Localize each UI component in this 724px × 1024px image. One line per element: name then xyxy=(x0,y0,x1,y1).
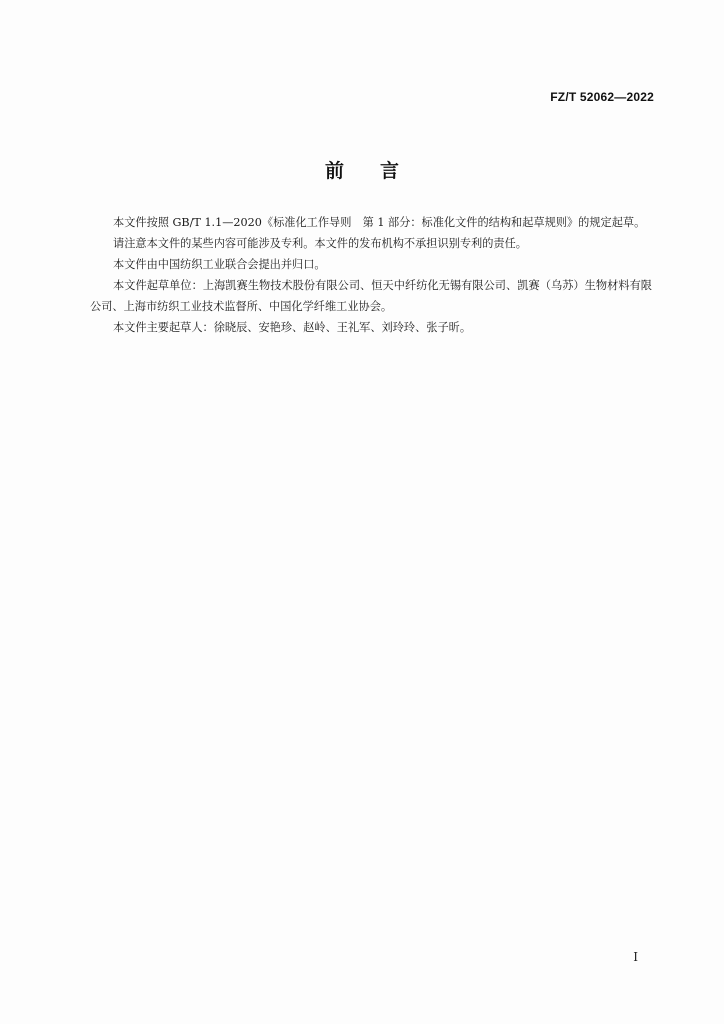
standard-number: FZ/T 52062—2022 xyxy=(550,90,654,104)
paragraph-drafters: 本文件主要起草人：徐晓辰、安艳珍、赵岭、王礼军、刘玲玲、张子昕。 xyxy=(113,321,472,334)
foreword-body xyxy=(90,212,652,338)
page-number: I xyxy=(633,950,638,964)
paragraph-patent-notice: 请注意本文件的某些内容可能涉及专利。本文件的发布机构不承担识别专利的责任。 xyxy=(113,237,527,250)
page-title: 前言 xyxy=(324,160,435,182)
paragraph-drafting-rules: 本文件按照 GB/T 1.1—2020《标准化工作导则 第 1 部分：标准化文件的结构和起草规则》的规定起草。 xyxy=(113,216,646,229)
paragraph-drafting-units: 本文件起草单位：上海凯赛生物技术股份有限公司、恒天中纤纺化无锡有限公司、凯赛（乌苏）生物材料有限公司、上海市纺织工业技术监督所、中国化学纤维工业协会。 xyxy=(90,279,652,313)
paragraph-proposer: 本文件由中国纺织工业联合会提出并归口。 xyxy=(113,258,326,271)
